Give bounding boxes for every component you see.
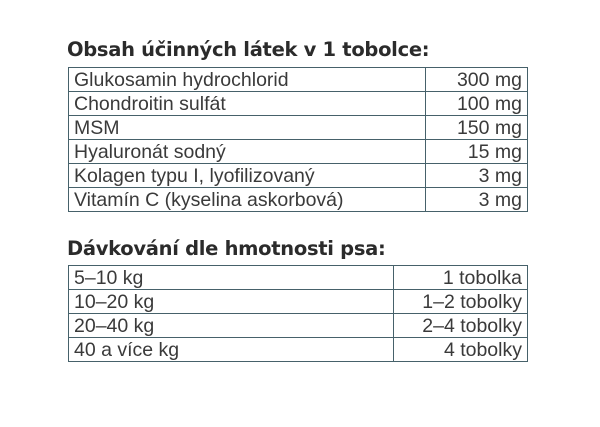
dosage-table <box>68 265 528 362</box>
table-row <box>69 68 528 92</box>
ingredient-name: Kolagen typu I, lyofilizovaný <box>69 164 426 188</box>
ingredient-name: Hyaluronát sodný <box>69 140 426 164</box>
dose: 4 tobolky <box>394 338 528 362</box>
table-row <box>69 92 528 116</box>
ingredient-amount: 300 mg <box>426 68 528 92</box>
ingredient-name: Chondroitin sulfát <box>69 92 426 116</box>
dose: 1 tobolka <box>394 266 528 290</box>
dog-weight: 20–40 kg <box>69 314 394 338</box>
dog-weight: 10–20 kg <box>69 290 394 314</box>
dose: 1–2 tobolky <box>394 290 528 314</box>
table-row <box>69 314 528 338</box>
dog-weight: 5–10 kg <box>69 266 394 290</box>
ingredients-heading: Obsah účinných látek v 1 tobolce: <box>67 38 430 61</box>
dose: 2–4 tobolky <box>394 314 528 338</box>
table-row <box>69 266 528 290</box>
ingredient-name: Vitamín C (kyselina askorbová) <box>69 188 426 212</box>
table-row <box>69 140 528 164</box>
ingredients-table <box>68 67 528 212</box>
dosage-heading: Dávkování dle hmotnosti psa: <box>67 237 386 260</box>
table-row <box>69 338 528 362</box>
table-row <box>69 164 528 188</box>
ingredient-amount: 15 mg <box>426 140 528 164</box>
ingredient-amount: 150 mg <box>426 116 528 140</box>
table-row <box>69 188 528 212</box>
ingredient-amount: 3 mg <box>426 188 528 212</box>
table-row <box>69 116 528 140</box>
table-row <box>69 290 528 314</box>
ingredient-name: MSM <box>69 116 426 140</box>
ingredient-amount: 3 mg <box>426 164 528 188</box>
ingredient-name: Glukosamin hydrochlorid <box>69 68 426 92</box>
ingredient-amount: 100 mg <box>426 92 528 116</box>
dog-weight: 40 a více kg <box>69 338 394 362</box>
